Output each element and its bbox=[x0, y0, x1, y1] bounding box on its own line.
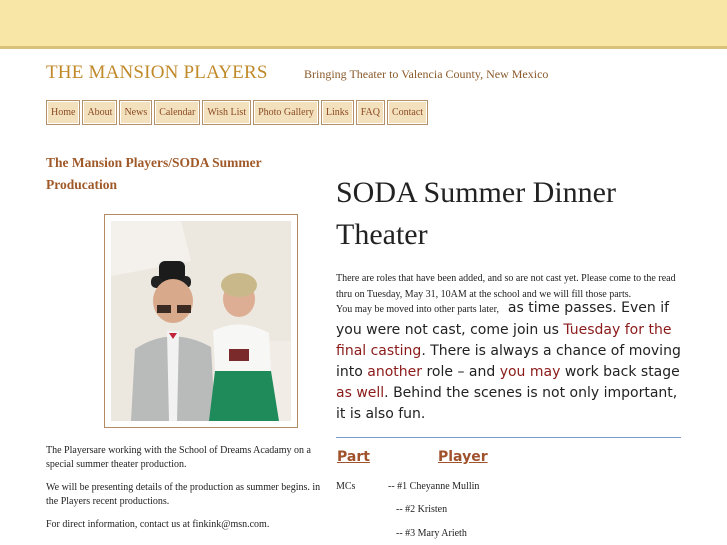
casting-notice bbox=[336, 298, 681, 425]
cast-part-1: MCs bbox=[336, 481, 356, 492]
nav-links[interactable]: Links bbox=[321, 100, 354, 125]
cast-player-1: -- #1 Cheyanne Mullin bbox=[388, 481, 480, 492]
notice-text-4: work back stage bbox=[564, 364, 680, 380]
cast-player-2: -- #2 Kristen bbox=[396, 504, 448, 515]
nav-about[interactable]: About bbox=[82, 100, 117, 125]
cast-photo bbox=[111, 221, 291, 421]
nav-faq[interactable]: FAQ bbox=[356, 100, 385, 125]
photo-illustration bbox=[111, 221, 291, 421]
another-highlight: another bbox=[367, 364, 423, 380]
nav-calendar[interactable]: Calendar bbox=[154, 100, 200, 125]
casting-intro: There are roles that have been added, and so are not cast yet. Please come to the read thru on Tuesday, May 31, 10AM at the school and we will fill those parts. bbox=[336, 273, 676, 300]
cast-photo-frame bbox=[104, 214, 298, 428]
intro-paragraph: The Playersare working with the School of Dreams Acadamy on a special summer theater production. bbox=[46, 445, 311, 470]
notice-text-1: as time passes. Even if you were not cast, come join us bbox=[336, 300, 670, 338]
top-banner bbox=[0, 0, 727, 49]
cast-header-part: Part bbox=[337, 449, 370, 465]
page-title: SODA Summer Dinner Theater bbox=[336, 176, 616, 251]
nav-photo-gallery[interactable]: Photo Gallery bbox=[253, 100, 319, 125]
nav-news[interactable]: News bbox=[119, 100, 152, 125]
section-divider bbox=[336, 437, 681, 438]
contact-paragraph: For direct information, contact us at finkink@msn.com. bbox=[46, 519, 270, 530]
main-nav bbox=[46, 100, 428, 125]
notice-text-2: . There is always a chance of moving into bbox=[336, 343, 681, 380]
cast-player-3: -- #3 Mary Arieth bbox=[396, 528, 467, 539]
site-title[interactable]: THE MANSION PLAYERS bbox=[46, 62, 268, 83]
final-casting-highlight: Tuesday for the final casting bbox=[336, 322, 672, 359]
moved-note: You may be moved into other parts later, bbox=[336, 304, 499, 315]
as-well-highlight: as well bbox=[336, 385, 385, 401]
notice-text-5: . Behind the scenes is not only important, it is also fun. bbox=[336, 385, 678, 422]
details-paragraph: We will be presenting details of the production as summer begins. in the Players recent productions. bbox=[46, 482, 321, 507]
site-tagline: Bringing Theater to Valencia County, New Mexico bbox=[304, 67, 549, 81]
cast-header-player: Player bbox=[438, 449, 488, 465]
nav-contact[interactable]: Contact bbox=[387, 100, 428, 125]
nav-wish-list[interactable]: Wish List bbox=[202, 100, 251, 125]
sidebar-heading: The Mansion Players/SODA Summer Producation bbox=[46, 155, 262, 192]
nav-home[interactable]: Home bbox=[46, 100, 80, 125]
notice-text-3: role – and bbox=[426, 364, 496, 380]
you-may-highlight: you may bbox=[499, 364, 561, 380]
